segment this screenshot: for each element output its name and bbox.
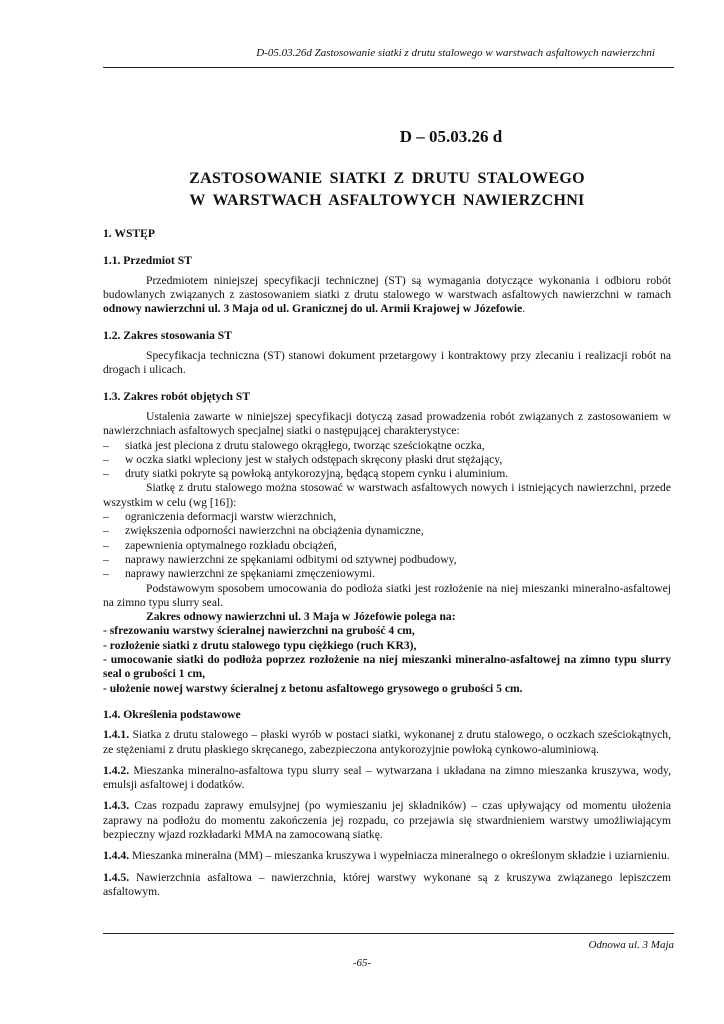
title-line-1: ZASTOSOWANIE SIATKI Z DRUTU STALOWEGO [189,170,585,188]
subject-text: Przedmiotem niniejszej specyfikacji technicznej (ST) są wymagania dotyczące wykonania i odbioru robót budowlanych związanych z zastosowaniem siatki z drutu stalowego w warstwach asfaltowych nawierzchni w ramach [103,273,671,302]
subject-paragraph [103,274,671,317]
list-item: – w oczka siatki wpleciony jest w stałych odstępach skręcony płaski drut stężający, [103,453,671,467]
footer-label: Odnowa ul. 3 Maja [588,939,674,951]
running-header: D-05.03.26d Zastosowanie siatki z drutu stalowego w warstwach asfaltowych nawierzchni [256,47,655,59]
definition-number: 1.4.4. [103,849,130,863]
scope-of-renewal-heading: Zakres odnowy nawierzchni ul. 3 Maja w Józefowie polega na: [146,610,456,624]
mesh-characteristics-list [103,439,671,482]
application-paragraph: Siatkę z drutu stalowego można stosować w warstwach asfaltowych nowych i istniejących nawierzchni, przede wszystkim w celu (wg [16]): [103,481,671,509]
application-purposes-list [103,510,671,581]
section-heading-subject: 1.1. Przedmiot ST [103,253,192,267]
list-item: - rozłożenie siatki z drutu stalowego typu ciężkiego (ruch KR3), [103,638,417,652]
section-heading-intro: 1. WSTĘP [103,227,155,241]
subject-text-bold: odnowy nawierzchni ul. 3 Maja od ul. Granicznej do ul. Armii Krajowej w Józefowie [103,302,523,316]
page-number: -65- [352,957,372,969]
scope-of-renewal-list [103,624,671,695]
definition-text: Mieszanka mineralna (MM) – mieszanka kruszywa i wypełniacza mineralnego o określonym składzie i uziarnieniu. [132,849,670,863]
section-heading-definitions: 1.4. Określenia podstawowe [103,707,241,721]
definition-text: Mieszanka mineralno-asfaltowa typu slurry seal – wytwarzana i układana na zimno mieszanka kruszywa, wody, emulsji asfaltowej i dodatków. [103,763,671,792]
list-item: – naprawy nawierzchni ze spękaniami odbitymi od sztywnej podbudowy, [103,553,671,567]
header-divider [103,67,674,68]
definition-number: 1.4.5. [103,870,130,884]
section-heading-works: 1.3. Zakres robót objętych ST [103,389,251,403]
definition-item [103,871,671,900]
list-item: - sfrezowaniu warstwy ścieralnej nawierzchni na grubość 4 cm, [103,624,415,638]
definition-number: 1.4.2. [103,763,130,777]
definition-item [103,764,671,793]
list-item: – ograniczenia deformacji warstw wierzchnich, [103,510,671,524]
definition-text: Siatka z drutu stalowego – płaski wyrób w postaci siatki, wykonanej z drutu stalowego, o oczkach sześciokątnych, ze stężeniami z drutu płaskiego skręcanego, zabezpieczona antykorozyjnie powłoką cynkowo-aluminiową. [103,728,671,756]
document-title [103,168,671,212]
list-item: – zwiększenia odporności nawierzchni na obciążenia dynamiczne, [103,524,671,538]
definitions-list [103,728,671,899]
list-item: - umocowanie siatki do podłoża poprzez rozłożenie na niej mieszanki mineralno-asfaltowej na zimno typu slurry seal o grubości 1 cm, [103,653,671,681]
footer-divider [103,933,674,934]
works-intro-paragraph: Ustalenia zawarte w niniejszej specyfikacji dotyczą zasad prowadzenia robót związanych z zastosowaniem w nawierzchniach asfaltowych specjalnej siatki o następującej charakterystyce: [103,409,671,438]
definition-item [103,849,671,863]
section-heading-scope: 1.2. Zakres stosowania ST [103,328,232,342]
list-item: – zapewnienia optymalnego rozkładu obciążeń, [103,539,671,553]
list-item: - ułożenie nowej warstwy ścieralnej z betonu asfaltowego grysowego o grubości 5 cm. [103,681,523,695]
definition-item [103,728,671,757]
fixing-method-paragraph: Podstawowym sposobem umocowania do podłoża siatki jest rozłożenie na niej mieszanki mineralno-asfaltowej na zimno typu slurry seal. [103,581,671,609]
list-item: – druty siatki pokryte są powłoką antykorozyjną, będącą stopem cynku i aluminium. [103,467,671,481]
title-line-2: W WARSTWACH ASFALTOWYCH NAWIERZCHNI [189,192,585,210]
definition-text: Nawierzchnia asfaltowa – nawierzchnia, której warstwy wykonane są z kruszywa związanego lepiszczem asfaltowym. [103,870,671,898]
document-code: D – 05.03.26 d [399,127,503,146]
scope-paragraph: Specyfikacja techniczna (ST) stanowi dokument przetargowy i kontraktowy przy zlecaniu i realizacji robót na drogach i ulicach. [103,349,671,377]
list-item: – naprawy nawierzchni ze spękaniami zmęczeniowymi. [103,567,671,581]
subject-text-end: . [522,302,526,316]
definition-number: 1.4.3. [103,799,130,813]
list-item: – siatka jest pleciona z drutu stalowego okrągłego, tworząc sześciokątne oczka, [103,439,671,453]
definition-text: Czas rozpadu zaprawy emulsyjnej (po wymieszaniu jej składników) – czas upływający od momentu ułożenia zaprawy na podłożu do momentu zakończenia jej rozpadu, co przejawia się stwardnieniem warstwy umożliwiającym bezpieczny wjazd rozkładarki MMA na zamocowaną siatkę. [103,799,671,841]
definition-item [103,799,671,842]
definition-number: 1.4.1. [103,728,130,742]
page-content [103,127,671,906]
